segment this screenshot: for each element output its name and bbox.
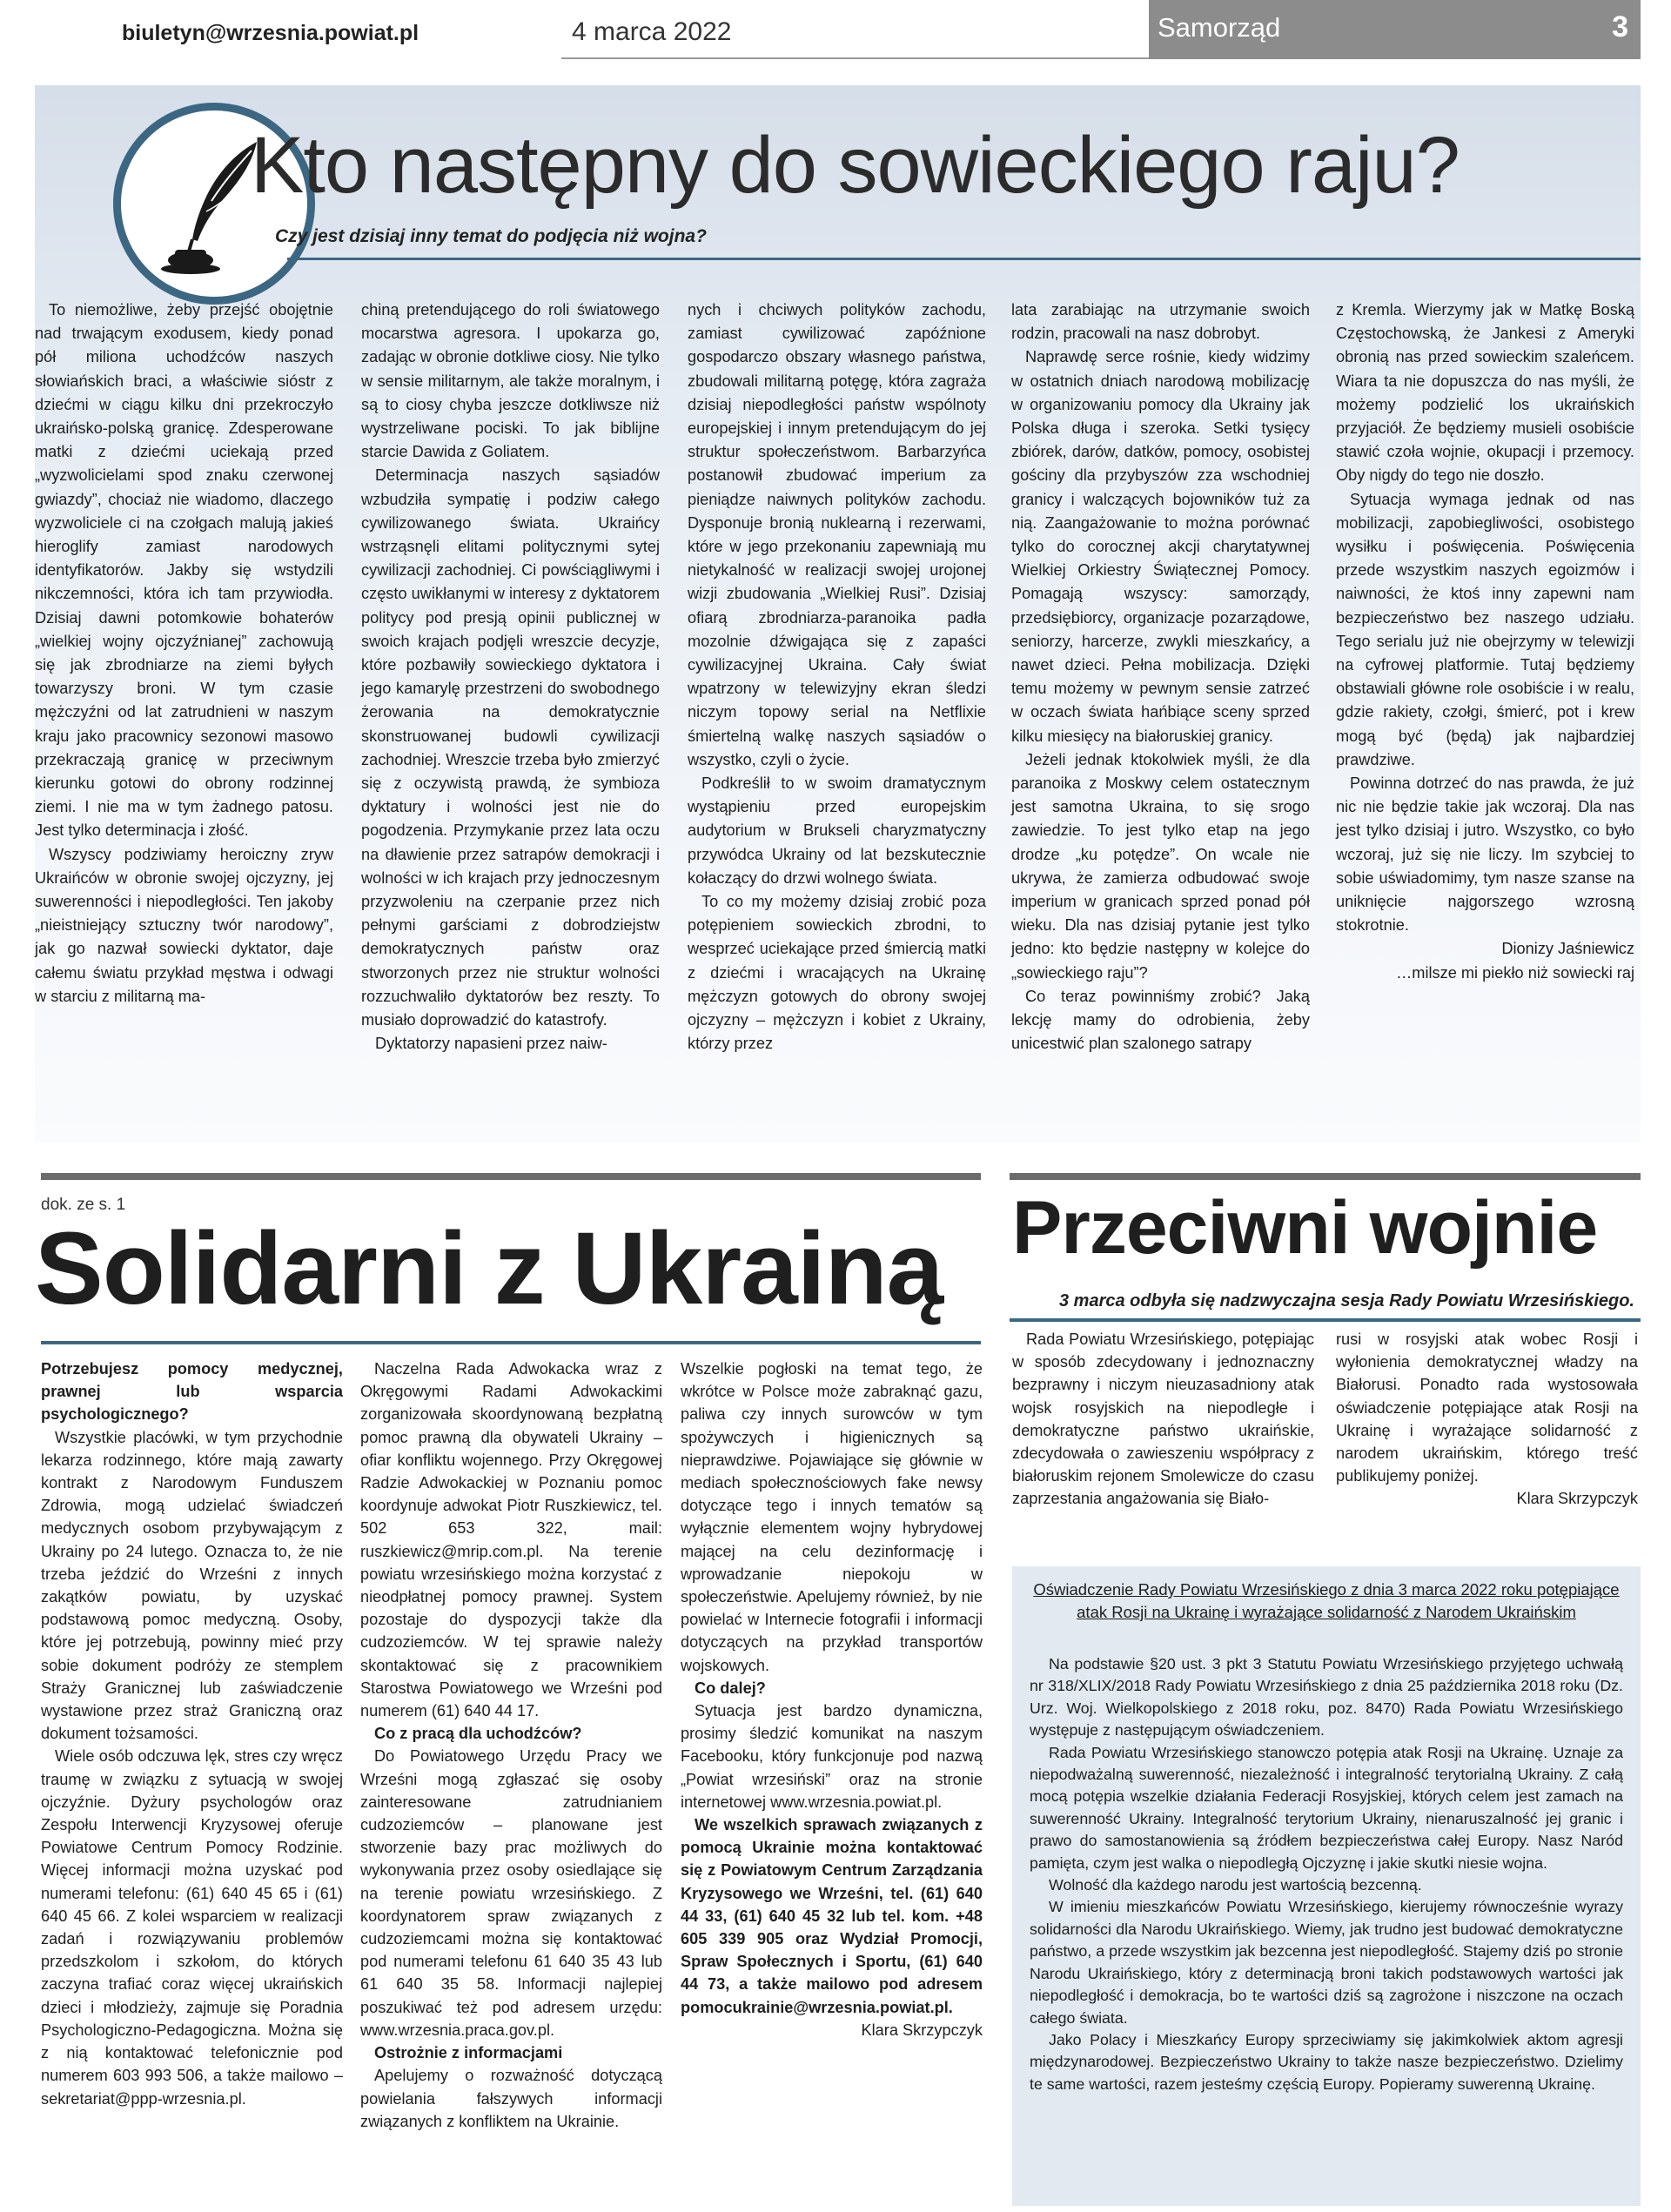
paragraph: Co teraz powinniśmy zrobić? Jaką lekcję mamy do odrobienia, żeby unicestwić plan szalonego satrapy <box>1011 987 1310 1053</box>
article-one-author: Dionizy Jaśniewicz <box>1501 940 1634 958</box>
paragraph: To co my możemy dzisiaj zrobić poza potępieniem sowieckich zbrodni, to wesprzeć uciekające przed śmiercią matki z dziećmi i wracających na Ukrainę mężczyzn gotowych do obrony swojej ojczyzny – mężczyzn i kobiet z Ukrainy, którzy przez <box>688 893 986 1053</box>
section-divider-right <box>1010 1173 1641 1180</box>
paragraph: Jeżeli jednak ktokolwiek myśli, że dla paranoika z Moskwy celem ostatecznym jest samotna Ukraina, to się srogo zawiedzie. To jest tylko etap na jego drodze „ku potędze”. On wcale nie ukrywa, że zamierza odbudować swoje imperium w granicach sprzed ponad pół wieku. Dla nas dzisiaj pytanie jest tylko jedno: kto będzie następny w kolejce do „sowieckiego raju”? <box>1011 750 1310 982</box>
paragraph: Naczelna Rada Adwokacka wraz z Okręgowymi Radami Adwokackimi zorganizowała skoordynowaną bezpłatną pomoc prawną dla obywateli Ukrainy – ofiar konfliktu wojennego. Przy Okręgowej Radzie Adwokackiej w Poznaniu pomoc koordynuje adwokat Piotr Ruszkiewicz, tel. 502 653 322, mail: ruszkiewicz@mrip.com.pl. Na terenie powiatu wrzesińskiego można korzystać z nieodpłatnej pomocy prawnej. System pozostaje do dyspozycji także dla cudzoziemców. W tej sprawie należy skontaktować się z pracownikiem Starostwa Powiatowego we Wrześni pod numerem (61) 640 44 17. <box>360 1360 662 1720</box>
paragraph: rusi w rosyjski atak wobec Rosji i wyłonienia demokratycznej władzy na Białorusi. Ponadto rada wystosowała oświadczenie potępiające atak Rosji na Ukrainę i wyrażające solidarność z narodem ukraińskim, którego treść publikujemy poniżej. <box>1336 1331 1638 1485</box>
header-date: 4 marca 2022 <box>572 17 732 46</box>
article-one-column-4 <box>1011 298 1310 1056</box>
section-heading: Co dalej? <box>695 1679 766 1697</box>
statement-heading: Oświadczenie Rady Powiatu Wrzesińskiego z dnia 3 marca 2022 roku potępiające atak Rosji na Ukrainę i wyrażające solidarność z Narodem Ukraińskim <box>1033 1580 1620 1621</box>
statement-paragraph: Wolność dla każdego narodu jest wartością bezcenną. <box>1049 1876 1422 1894</box>
paragraph: Determinacja naszych sąsiadów wzbudziła sympatię i podziw całego cywilizowanego świata. Ukraińcy wstrząsnęli elitami politycznymi sytej cywilizacji zachodniej. Ci powściągliwymi i często uwikłanymi w interesy z dyktatorem politycy pod presją opinii publicznej w swoich krajach podjęli wreszcie decyzje, które pozbawiły sowieckiego dyktatora i jego kamarylę przestrzeni do swobodnego żerowania na demokratycznie skonstruowanej budowli cywilizacji zachodniej. Wreszcie trzeba było zmierzyć się z oczywistą prawdą, że symbioza dyktatury i wolności jest nie do pogodzenia. Przymykanie przez lata oczu na dławienie przez satrapów demokracji i wolności w ich krajach przy jednoczesnym przyzwoleniu na czerpanie przez nich pełnymi garściami z dobrodziejstw demokratycznych państw oraz stworzonych przez nie struktur wolności rozzuchwaliło dyktatorów bez reszty. To musiało doprowadzić do katastrofy. <box>361 466 660 1029</box>
statement-paragraph: W imieniu mieszkańców Powiatu Wrzesińskiego, kierujemy równocześnie wyrazy solidarności dla Narodu Ukraińskiego. Wiemy, jak trudno jest budować demokratyczne państwo, a przede wszystkim jak bezcenna jest niepodległość. Stajemy dziś po stronie Narodu Ukraińskiego, który z determinacją broni takich podstawowych wartości jak niepodległość i demokracja, bo te wartości dziś są zagrożone i niszczone na oczach całego świata. <box>1030 1898 1623 2027</box>
article-one-column-5 <box>1336 298 1634 985</box>
article-one-title: Kto następny do sowieckiego raju? <box>251 121 1460 210</box>
article-two-column-2 <box>360 1357 662 2133</box>
paragraph: Podkreślił to w swoim dramatycznym wystąpieniu przed europejskim audytorium w Brukseli charyzmatyczny przywódca Ukrainy od lat bezskutecznie kołaczący do drzwi wolnego świata. <box>688 774 986 887</box>
paragraph: Wiele osób odczuwa lęk, stres czy wręcz traumę w związku z sytuacją w swojej ojczyźnie. Dyżury psychologów oraz Zespołu Interwencji Kryzysowej oferuje Powiatowe Centrum Pomocy Rodzinie. Więcej informacji można uzyskać pod numerami telefonu: (61) 640 45 65 i (61) 640 45 66. Z kolei wsparciem w realizacji zadań i rozwiązywaniu problemów przedszkolom i szkołom, do których zaczyna trafiać coraz więcej ukraińskich dzieci i młodzieży, zajmuje się Poradnia Psychologiczno-Pedagogiczna. Można się z nią kontaktować telefonicznie pod numerem 603 993 506, a także mailowo – sekretariat@ppp-wrzesnia.pl. <box>41 1747 343 2108</box>
header-email[interactable]: biuletyn@wrzesnia.powiat.pl <box>122 21 419 45</box>
article-one-closing: …milsze mi piekło niż sowiecki raj <box>1396 963 1634 982</box>
paragraph: z Kremla. Wierzymy jak w Matkę Boską Częstochowską, że Jankesi z Ameryki obronią nas przed sowieckim szaleńcem. Wiara ta nie dopuszcza do nas myśli, że możemy podzielić los ukraińskich przyjaciół. Że będziemy musieli osobiście stawić czoła wojnie, okupacji i przemocy. Oby nigdy do tego nie doszło. <box>1336 301 1634 485</box>
continued-from-reference: dok. ze s. 1 <box>41 1196 126 1214</box>
page-header <box>0 0 1671 59</box>
article-one-column-2 <box>361 298 660 1056</box>
paragraph: Dyktatorzy napasieni przez naiw- <box>375 1035 607 1053</box>
article-one-column-3 <box>688 298 986 1056</box>
paragraph: Sytuacja wymaga jednak od nas mobilizacji, zapobiegliwości, osobistego wysiłku i poświęcenia. Poświęcenia przede wszystkim naszych egoizmów i naiwności, że ktoś inny zapewni nam bezpieczeństwo bez naszego udziału. Tego serialu już nie obejrzymy w telewizji na cyfrowej platformie. Tutaj będziemy obstawiali główne role osobiście i w realu, gdzie rakiety, czołgi, śmierć, pot i krew mogą być (będą) jak najbardziej prawdziwe. <box>1336 490 1634 768</box>
paragraph: Apelujemy o rozważność dotyczącą powielania fałszywych informacji związanych z konfliktem na Ukrainie. <box>360 2067 662 2130</box>
section-label: Samorząd <box>1158 12 1281 43</box>
article-two-author: Klara Skrzypczyk <box>861 2021 983 2039</box>
article-two-rule <box>41 1341 981 1344</box>
paragraph: Sytuacja jest bardzo dynamiczna, prosimy śledzić komunikat na naszym Facebooku, który funkcjonuje pod nazwą „Powiat wrzesiński” oraz na stronie internetowej www.wrzesnia.powiat.pl. <box>681 1702 983 1811</box>
article-one-rule <box>287 258 1641 260</box>
article-one-subtitle: Czy jest dzisiaj inny temat do podjęcia niż wojna? <box>275 226 707 246</box>
section-heading: Ostrożnie z informacjami <box>374 2044 563 2062</box>
article-three-author: Klara Skrzypczyk <box>1516 1490 1638 1508</box>
article-two-title: Solidarni z Ukrainą <box>35 1211 943 1326</box>
article-three-title: Przeciwni wojnie <box>1012 1186 1598 1270</box>
header-rule <box>561 57 1149 59</box>
council-statement-box <box>1012 1566 1641 2206</box>
paragraph: chiną pretendującego do roli światowego mocarstwa agresora. I upokarza go, zadając w obronie dotkliwe ciosy. Nie tylko w sensie militarnym, ale także moralnym, i są to ciosy chyba jeszcze dotkliwsze niż wystrzeliwane pociski. To jak biblijne starcie Dawida z Goliatem. <box>361 301 660 461</box>
paragraph: Naprawdę serce rośnie, kiedy widzimy w ostatnich dniach narodową mobilizację w organizowaniu pomocy dla Ukrainy jak Polska długa i szeroka. Setki tysięcy zbiórek, darów, datków, pomocy, osobistej gościny dla przybyszów zza wschodniej granicy i walczących bojowników tuż za nią. Zaangażowanie to można porównać tylko do corocznej akcji charytatywnej Wielkiej Orkiestry Świątecznej Pomocy. Pomagają wszyscy: samorządy, przedsiębiorcy, organizacje pozarządowe, seniorzy, harcerze, zwykli mieszkańcy, a nawet dzieci. Pełna mobilizacja. Dzięki temu możemy w pewnym sensie zatrzeć w oczach świata hańbiące sceny sprzed kilku miesięcy na białoruskiej granicy. <box>1011 348 1310 745</box>
paragraph: Wszystkie placówki, w tym przychodnie lekarza rodzinnego, które mają zawarty kontrakt z Narodowym Funduszem Zdrowia, mogą udzielać świadczeń medycznych osobom przybywającym z Ukrainy po 24 lutego. Oznacza to, że nie trzeba jeździć do Wrześni z innych zakątków powiatu, by uzyskać podstawową pomoc medyczną. Osoby, które jej potrzebują, powinny mieć przy sobie dokument podróży ze stemplem Straży Granicznej lub zaświadczenie wystawione przez straż Graniczną oraz dokument tożsamości. <box>41 1428 343 1743</box>
paragraph: Powinna dotrzeć do nas prawda, że już nic nie będzie takie jak wczoraj. Dla nas jest tylko dzisiaj i jutro. Wszystko, co było wczoraj, już się nie liczy. Im szybciej to sobie uświadomimy, tym nasze szanse na uniknięcie najgorszego wzrosną stokrotnie. <box>1336 774 1634 935</box>
paragraph: nych i chciwych polityków zachodu, zamiast cywilizować zapóźnione gospodarczo obszary własnego państwa, zbudowali militarną potęgę, która zagraża dzisiaj niepodległości państw wspólnoty europejskiej i innym pretendującym do jej struktur społeczeństwom. Barbarzyńca postanowił zbudować imperium za pieniądze naiwnych polityków zachodu. Dysponuje bronią nuklearną i rezerwami, które w jego przekonaniu zapewniają mu nietykalność w realizacji swojej urojonej wizji zbudowania „Wielkiej Rusi”. Dzisiaj ofiarą zbrodniarza-paranoika padła mozolnie dźwigająca się z zapaści cywilizacyjnej Ukraina. Cały świat wpatrzony w telewizyjny ekran śledzi niczym topowy serial na Netflixie śmiertelną walkę naszych sąsiadów o wszystko, czyli o życie. <box>688 301 986 768</box>
statement-paragraph: Rada Powiatu Wrzesińskiego stanowczo potępia atak Rosji na Ukrainę. Uznaje za niepodważalną suwerenność, niezależność i integralność terytorialną Ukrainy. Z całą mocą potępia wszelkie działania Federacji Rosyjskiej, których celem jest zamach na suwerenność Ukrainy. Integralność terytorium Ukrainy, nienaruszalność jej granic i prawo do samostanowienia są źródłem bezpieczeństwa całej Europy. Nasz Naród pamięta, czym jest walka o niepodległą Ojczyznę i jakie skutki niesie wojna. <box>1030 1743 1623 1872</box>
statement-paragraph: Na podstawie §20 ust. 3 pkt 3 Statutu Powiatu Wrzesińskiego przyjętego uchwałą nr 318/XLIX/2018 Rady Powiatu Wrzesińskiego z dnia 25 października 2018 roku (Dz. Urz. Woj. Wielkopolskiego z 2018 roku, poz. 8470) Rada Powiatu Wrzesińskiego występuje z następującym oświadczeniem. <box>1030 1655 1623 1739</box>
section-divider-left <box>41 1173 981 1180</box>
article-three-column-2 <box>1336 1328 1638 1511</box>
paragraph: Do Powiatowego Urzędu Pracy we Wrześni mogą zgłaszać się osoby zainteresowane zatrudnianiem cudzoziemców – planowane jest stworzenie bazy prac możliwych do wykonywania przez osoby osiedlające się na terenie powiatu wrzesińskiego. Z koordynatorem spraw związanych z cudzoziemcami można się kontaktować pod numerami telefonu 61 640 35 43 lub 61 640 35 58. Informacji najlepiej poszukiwać też pod adresem urzędu: www.wrzesnia.praca.gov.pl. <box>360 1747 662 2039</box>
article-two-column-3 <box>681 1357 983 2041</box>
contact-paragraph: We wszelkich sprawach związanych z pomocą Ukrainie można kontaktować się z Powiatowym Centrum Zarządzania Kryzysowego we Wrześni, tel. (61) 640 44 33, (61) 640 45 32 lub tel. kom. +48 605 339 905 oraz Wydział Promocji, Spraw Społecznych i Sportu, (61) 640 44 73, a także mailowo pod adresem pomocukrainie@wrzesnia.powiat.pl. <box>681 1816 983 2016</box>
statement-paragraph: Jako Polacy i Mieszkańcy Europy sprzeciwiamy się jakimkolwiek aktom agresji międzynarodowej. Bezpieczeństwo Ukrainy to także nasze bezpieczeństwo. Dzielimy te same wartości, razem jesteśmy częścią Europy. Popieramy suwerenną Ukrainę. <box>1030 2030 1623 2093</box>
paragraph: Rada Powiatu Wrzesińskiego, potępiając w sposób zdecydowany i jednoznaczny bezprawny i niczym nieuzasadniony atak wojsk rosyjskich na niepodległe i demokratyczne państwo ukraińskie, zdecydowała o zawieszeniu współpracy z białoruskim rejonem Smolewicze do czasu zaprzestania angażowania się Biało- <box>1012 1331 1314 1508</box>
article-three-subtitle: 3 marca odbyła się nadzwyczajna sesja Rady Powiatu Wrzesińskiego. <box>1058 1291 1634 1310</box>
paragraph: lata zarabiając na utrzymanie swoich rodzin, pracowali na nasz dobrobyt. <box>1011 301 1310 343</box>
paragraph: To niemożliwe, żeby przejść obojętnie nad trwającym exodusem, kiedy ponad pół miliona uchodźców naszych słowiańskich braci, a właściwie sióstr z dziećmi w ciągu kilku dni przekroczyło ukraińsko-polską granicę. Zdesperowane matki z dziećmi uciekają przed „wyzwolicielami spod znaku czerwonej gwiazdy”, chociaż nie wiadomo, dlaczego wyzwoliciele ci na czołgach malują jakieś hieroglify zamiast narodowych identyfikatorów. Jakby się wstydzili nikczemności, która ich tam przywiodła. Dzisiaj dawni potomkowie bohaterów „wielkiej wojny ojczyźnianej” zachowują się jak zbrodniarze na ziemi byłych towarzyszy broni. W tym czasie mężczyźni od lat zatrudnieni w naszym kraju jako pracownicy sezonowi masowo przekraczają granicę w przeciwnym kierunku gotowi do obrony rodzinnej ziemi. I nie ma w tym żadnego patosu. Jest tylko determinacja i złość. <box>35 301 333 840</box>
page-number: 3 <box>1612 10 1628 44</box>
paragraph: Wszyscy podziwiamy heroiczny zryw Ukraińców w obronie swojej ojczyzny, jej suwerenności i niepodległości. Ten jakoby „nieistniejący sztuczny twór narodowy”, jak go nazwał sowiecki dyktator, daje całemu światu przykład męstwa i odwagi w starciu z militarną ma- <box>35 845 333 1005</box>
section-heading: Potrzebujesz pomocy medycznej, prawnej lub wsparcia psychologicznego? <box>41 1360 343 1424</box>
section-heading: Co z pracą dla uchodźców? <box>374 1725 582 1743</box>
article-three-rule <box>1010 1318 1641 1322</box>
paragraph: Wszelkie pogłoski na temat tego, że wkrótce w Polsce może zabraknąć gazu, paliwa czy innych surowców w tym spożywczych i higienicznych są nieprawdziwe. Pojawiające się głównie w mediach społecznościowych fake newsy dotyczące tego i innych tematów są wyłącznie elementem wojny hybrydowej mającej na celu dezinformację i wprowadzanie niepokoju w społeczeństwie. Apelujemy również, by nie powielać w Internecie fotografii i informacji dotyczących na przykład transportów wojskowych. <box>681 1360 983 1674</box>
article-three-column-1 <box>1012 1328 1314 1511</box>
article-soviet-paradise <box>35 85 1641 1143</box>
header-section-bar <box>1149 0 1641 59</box>
article-one-column-1 <box>35 298 333 1009</box>
statement-body <box>1030 1653 1623 2095</box>
article-two-column-1 <box>41 1357 343 2110</box>
